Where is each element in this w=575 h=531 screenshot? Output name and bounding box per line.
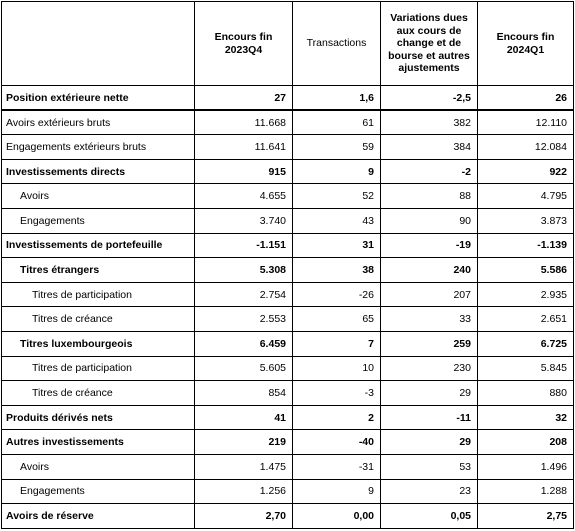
cell-value: -3 bbox=[293, 381, 381, 406]
cell-value: 219 bbox=[195, 430, 293, 455]
cell-value: 9 bbox=[293, 479, 381, 504]
table-row bbox=[2, 356, 574, 381]
row-label: Avoirs bbox=[2, 184, 195, 209]
cell-value: 1.475 bbox=[195, 454, 293, 479]
table-row bbox=[2, 479, 574, 504]
row-label: Engagements extérieurs bruts bbox=[2, 135, 195, 160]
table-row bbox=[2, 135, 574, 160]
table-row bbox=[2, 159, 574, 184]
cell-value: 10 bbox=[293, 356, 381, 381]
row-label: Avoirs de réserve bbox=[2, 504, 195, 529]
cell-value: 382 bbox=[381, 110, 478, 135]
cell-value: 29 bbox=[381, 430, 478, 455]
cell-value: -19 bbox=[381, 233, 478, 258]
cell-value: -1.151 bbox=[195, 233, 293, 258]
cell-value: 12.110 bbox=[478, 110, 574, 135]
cell-value: 1.496 bbox=[478, 454, 574, 479]
table-row bbox=[2, 504, 574, 529]
row-label: Titres de créance bbox=[2, 381, 195, 406]
row-label: Titres de participation bbox=[2, 282, 195, 307]
cell-value: 5.308 bbox=[195, 258, 293, 283]
cell-value: 27 bbox=[195, 86, 293, 111]
cell-value: -2,5 bbox=[381, 86, 478, 111]
row-label: Avoirs bbox=[2, 454, 195, 479]
cell-value: 6.459 bbox=[195, 331, 293, 356]
cell-value: 43 bbox=[293, 208, 381, 233]
cell-value: 31 bbox=[293, 233, 381, 258]
cell-value: 41 bbox=[195, 405, 293, 430]
cell-value: 23 bbox=[381, 479, 478, 504]
cell-value: 1.256 bbox=[195, 479, 293, 504]
cell-value: 915 bbox=[195, 159, 293, 184]
cell-value: 1,6 bbox=[293, 86, 381, 111]
table-row bbox=[2, 331, 574, 356]
table-row bbox=[2, 86, 574, 111]
cell-value: 0,05 bbox=[381, 504, 478, 529]
cell-value: 880 bbox=[478, 381, 574, 406]
table-row bbox=[2, 430, 574, 455]
header-encours-2024q1: Encours fin 2024Q1 bbox=[478, 2, 574, 86]
cell-value: 52 bbox=[293, 184, 381, 209]
cell-value: 61 bbox=[293, 110, 381, 135]
cell-value: 7 bbox=[293, 331, 381, 356]
row-label: Position extérieure nette bbox=[2, 86, 195, 111]
external-position-table bbox=[1, 1, 574, 529]
header-label-column bbox=[2, 2, 195, 86]
cell-value: 11.641 bbox=[195, 135, 293, 160]
cell-value: 207 bbox=[381, 282, 478, 307]
cell-value: 5.845 bbox=[478, 356, 574, 381]
table-row bbox=[2, 258, 574, 283]
cell-value: 6.725 bbox=[478, 331, 574, 356]
cell-value: 11.668 bbox=[195, 110, 293, 135]
cell-value: 2.651 bbox=[478, 307, 574, 332]
row-label: Titres de participation bbox=[2, 356, 195, 381]
table-row bbox=[2, 184, 574, 209]
header-variations: Variations dues aux cours de change et de bourse et autres ajustements bbox=[381, 2, 478, 86]
row-label: Engagements bbox=[2, 208, 195, 233]
cell-value: -40 bbox=[293, 430, 381, 455]
cell-value: 88 bbox=[381, 184, 478, 209]
cell-value: 32 bbox=[478, 405, 574, 430]
cell-value: 2.754 bbox=[195, 282, 293, 307]
cell-value: 3.740 bbox=[195, 208, 293, 233]
table-row bbox=[2, 307, 574, 332]
cell-value: 854 bbox=[195, 381, 293, 406]
cell-value: -26 bbox=[293, 282, 381, 307]
cell-value: 9 bbox=[293, 159, 381, 184]
cell-value: 4.655 bbox=[195, 184, 293, 209]
table-row bbox=[2, 454, 574, 479]
cell-value: -2 bbox=[381, 159, 478, 184]
cell-value: 53 bbox=[381, 454, 478, 479]
cell-value: 5.605 bbox=[195, 356, 293, 381]
row-label: Titres étrangers bbox=[2, 258, 195, 283]
cell-value: 384 bbox=[381, 135, 478, 160]
cell-value: -11 bbox=[381, 405, 478, 430]
cell-value: 2 bbox=[293, 405, 381, 430]
header-transactions: Transactions bbox=[293, 2, 381, 86]
table-row bbox=[2, 282, 574, 307]
cell-value: 259 bbox=[381, 331, 478, 356]
cell-value: 5.586 bbox=[478, 258, 574, 283]
cell-value: 12.084 bbox=[478, 135, 574, 160]
cell-value: 3.873 bbox=[478, 208, 574, 233]
cell-value: 0,00 bbox=[293, 504, 381, 529]
table-row bbox=[2, 405, 574, 430]
cell-value: 4.795 bbox=[478, 184, 574, 209]
row-label: Investissements de portefeuille bbox=[2, 233, 195, 258]
table-row bbox=[2, 208, 574, 233]
table-row bbox=[2, 233, 574, 258]
cell-value: 65 bbox=[293, 307, 381, 332]
header-row bbox=[2, 2, 574, 86]
row-label: Titres de créance bbox=[2, 307, 195, 332]
row-label: Avoirs extérieurs bruts bbox=[2, 110, 195, 135]
table-row bbox=[2, 381, 574, 406]
cell-value: 2.553 bbox=[195, 307, 293, 332]
header-encours-2023q4: Encours fin 2023Q4 bbox=[195, 2, 293, 86]
cell-value: 208 bbox=[478, 430, 574, 455]
table-row bbox=[2, 110, 574, 135]
cell-value: 2,70 bbox=[195, 504, 293, 529]
cell-value: 230 bbox=[381, 356, 478, 381]
row-label: Investissements directs bbox=[2, 159, 195, 184]
cell-value: 38 bbox=[293, 258, 381, 283]
row-label: Engagements bbox=[2, 479, 195, 504]
cell-value: 29 bbox=[381, 381, 478, 406]
row-label: Titres luxembourgeois bbox=[2, 331, 195, 356]
row-label: Autres investissements bbox=[2, 430, 195, 455]
cell-value: 922 bbox=[478, 159, 574, 184]
cell-value: 240 bbox=[381, 258, 478, 283]
row-label: Produits dérivés nets bbox=[2, 405, 195, 430]
cell-value: 59 bbox=[293, 135, 381, 160]
cell-value: 33 bbox=[381, 307, 478, 332]
cell-value: 90 bbox=[381, 208, 478, 233]
cell-value: 2,75 bbox=[478, 504, 574, 529]
cell-value: 26 bbox=[478, 86, 574, 111]
cell-value: 1.288 bbox=[478, 479, 574, 504]
cell-value: 2.935 bbox=[478, 282, 574, 307]
cell-value: -1.139 bbox=[478, 233, 574, 258]
cell-value: -31 bbox=[293, 454, 381, 479]
